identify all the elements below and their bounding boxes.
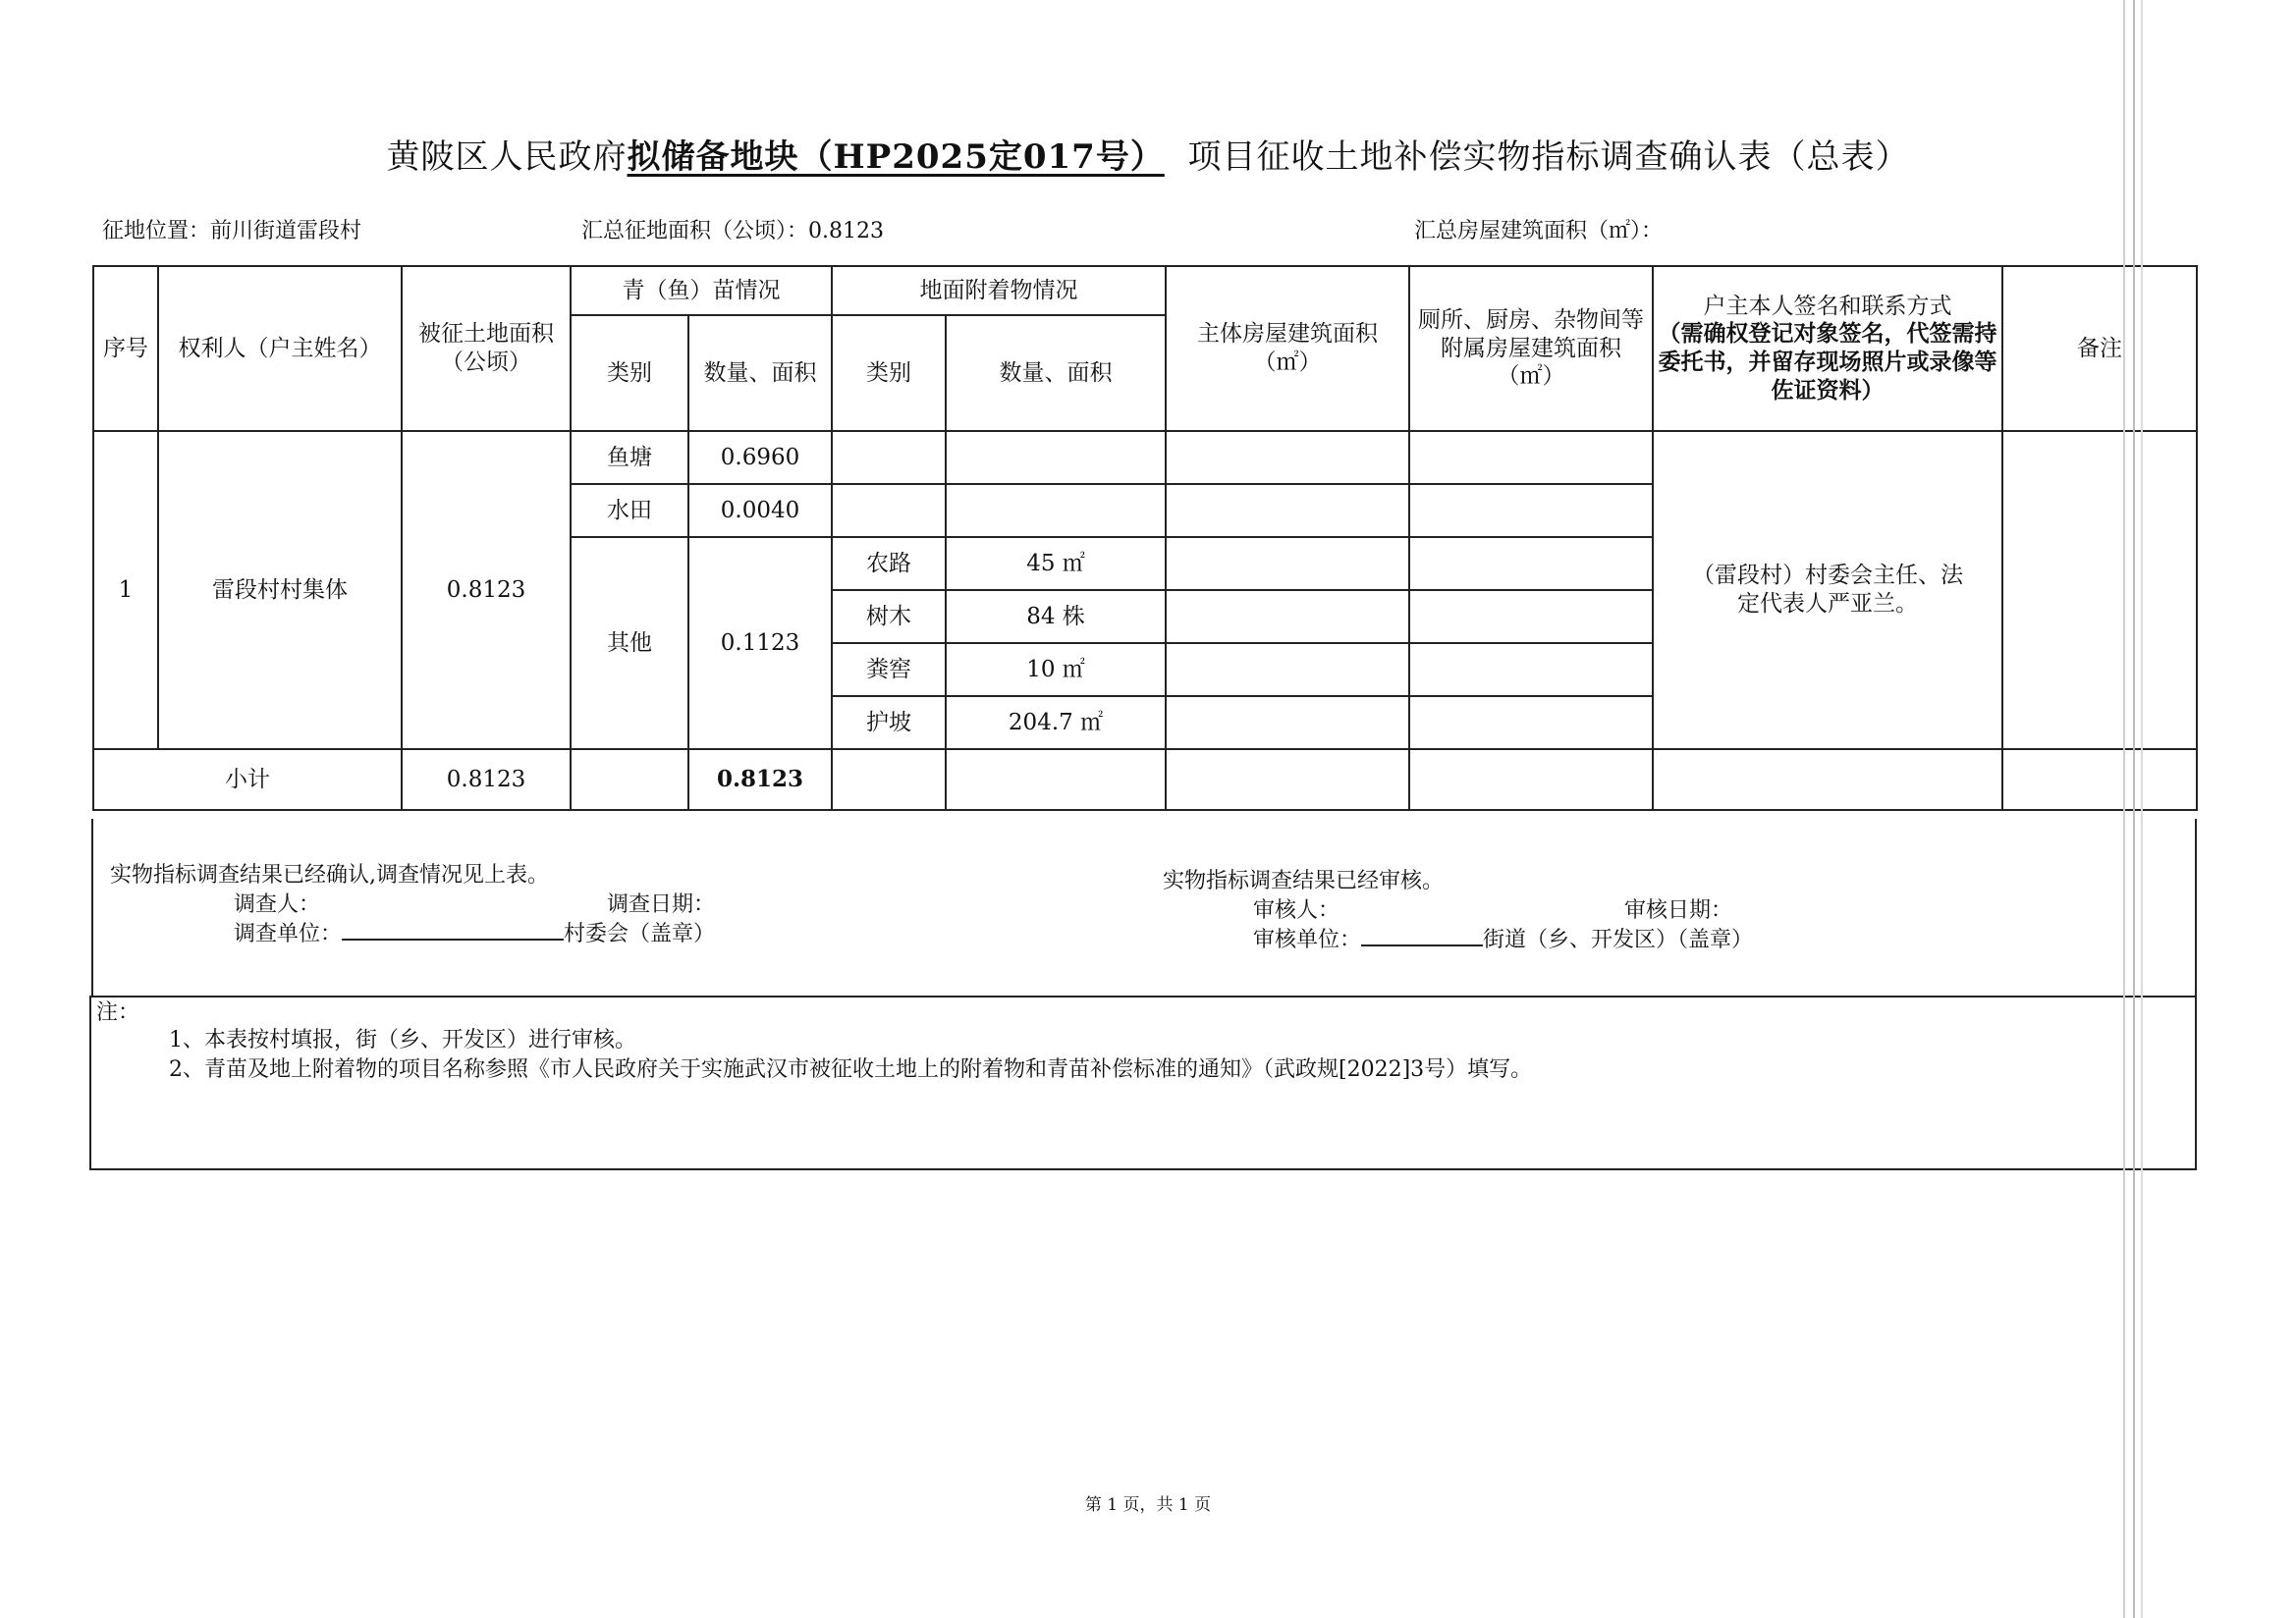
header-owner: 权利人（户主姓名） [158,266,402,431]
main-house-cell [1166,643,1409,696]
header-main-house: 主体房屋建筑面积（㎡） [1166,266,1409,431]
crop-qty: 0.6960 [688,431,832,484]
crop-category: 其他 [571,537,688,749]
subtotal-cell [2002,749,2197,810]
review-unit-row [1253,923,1753,953]
attach-qty: 84 株 [946,590,1166,643]
attach-category: 农路 [832,537,946,590]
aux-house-cell [1409,696,1653,749]
subtotal-cell [571,749,688,810]
note-item: 1、本表按村填报，街（乡、开发区）进行审核。 [169,1028,636,1052]
attach-qty: 204.7 ㎡ [946,696,1166,749]
aux-house-cell [1409,537,1653,590]
reviewer-label: 审核人： [1253,898,1340,923]
aux-house-cell [1409,484,1653,537]
header-land-area: 被征土地面积（公顷） [402,266,571,431]
crop-qty: 0.1123 [688,537,832,749]
row-remarks [2002,431,2197,749]
aux-house-cell [1409,643,1653,696]
investigate-date-label: 调查日期： [607,892,716,917]
row-owner: 雷段村村集体 [158,431,402,749]
header-crop-qty: 数量、面积 [688,315,832,431]
scan-artifact [2133,0,2135,1618]
header-attach-qty: 数量、面积 [946,315,1166,431]
main-house-cell [1166,590,1409,643]
aux-house-cell [1409,590,1653,643]
scan-artifact [2141,0,2143,1618]
header-aux-house: 厕所、厨房、杂物间等附属房屋建筑面积（㎡） [1409,266,1653,431]
notes-section [89,996,2197,1170]
crop-qty: 0.0040 [688,484,832,537]
page-number: 第 1 页，共 1 页 [1084,1495,1212,1515]
village-seal-label: 村委会（盖章） [564,922,716,946]
investigator-label: 调查人： [234,892,321,917]
title-prefix: 黄陂区人民政府 [386,137,628,177]
review-confirm-statement: 实物指标调查结果已经审核。 [1163,869,1445,893]
title-suffix: 项目征收土地补偿实物指标调查确认表（总表） [1187,137,1910,177]
attach-qty [946,431,1166,484]
total-land-area: 汇总征地面积（公顷）：0.8123 [581,219,884,243]
investigate-unit-row [234,917,715,947]
crop-category: 鱼塘 [571,431,688,484]
title-project: 拟储备地块（HP2025定017号） [627,137,1165,177]
attach-category [832,484,946,537]
signature-title: 户主本人签名和联系方式 [1703,293,1952,319]
attach-category: 树木 [832,590,946,643]
header-attachments: 地面附着物情况 [832,266,1166,315]
subtotal-cell [946,749,1166,810]
survey-table [92,265,2198,811]
subtotal-label: 小计 [93,749,402,810]
main-house-cell [1166,484,1409,537]
row-land-area: 0.8123 [402,431,571,749]
main-house-cell [1166,537,1409,590]
header-crops: 青（鱼）苗情况 [571,266,832,315]
header-signature [1653,266,2002,431]
subtotal-cell [1409,749,1653,810]
street-seal-label: 街道（乡、开发区）（盖章） [1483,928,1754,952]
scan-artifact [2123,0,2125,1618]
review-unit-blank [1361,927,1483,946]
main-house-cell [1166,431,1409,484]
land-location: 征地位置：前川街道雷段村 [102,219,362,243]
row-signature: （雷段村）村委会主任、法定代表人严亚兰。 [1653,431,2002,749]
header-crop-category: 类别 [571,315,688,431]
subtotal-cell [1166,749,1409,810]
confirmation-section [91,819,2197,998]
main-house-cell [1166,696,1409,749]
attach-category [832,431,946,484]
crop-category: 水田 [571,484,688,537]
note-item: 2、青苗及地上附着物的项目名称参照《市人民政府关于实施武汉市被征收土地上的附着物和青苗补偿标准的通知》（武政规[2022]3号）填写。 [169,1057,1533,1082]
attach-qty [946,484,1166,537]
subtotal-crops-qty: 0.8123 [688,749,832,810]
header-seq: 序号 [93,266,158,431]
review-unit-label: 审核单位： [1253,928,1362,952]
subtotal-cell [1653,749,2002,810]
investigate-unit-label: 调查单位： [234,922,343,946]
attach-category: 粪窖 [832,643,946,696]
subtotal-land-area: 0.8123 [402,749,571,810]
header-remarks: 备注 [2002,266,2197,431]
total-building-area: 汇总房屋建筑面积（㎡）： [1414,219,1664,243]
notes-label: 注： [96,1000,140,1025]
header-attach-category: 类别 [832,315,946,431]
attach-category: 护坡 [832,696,946,749]
signature-note: （需确权登记对象签名，代签需持委托书，并留存现场照片或录像等佐证资料） [1658,320,1997,404]
aux-house-cell [1409,431,1653,484]
row-seq: 1 [93,431,158,749]
subtotal-cell [832,749,946,810]
attach-qty: 10 ㎡ [946,643,1166,696]
review-date-label: 审核日期： [1624,898,1733,923]
investigate-unit-blank [342,921,564,941]
document-title [0,130,2296,178]
survey-confirm-statement: 实物指标调查结果已经确认,调查情况见上表。 [110,863,549,888]
attach-qty: 45 ㎡ [946,537,1166,590]
